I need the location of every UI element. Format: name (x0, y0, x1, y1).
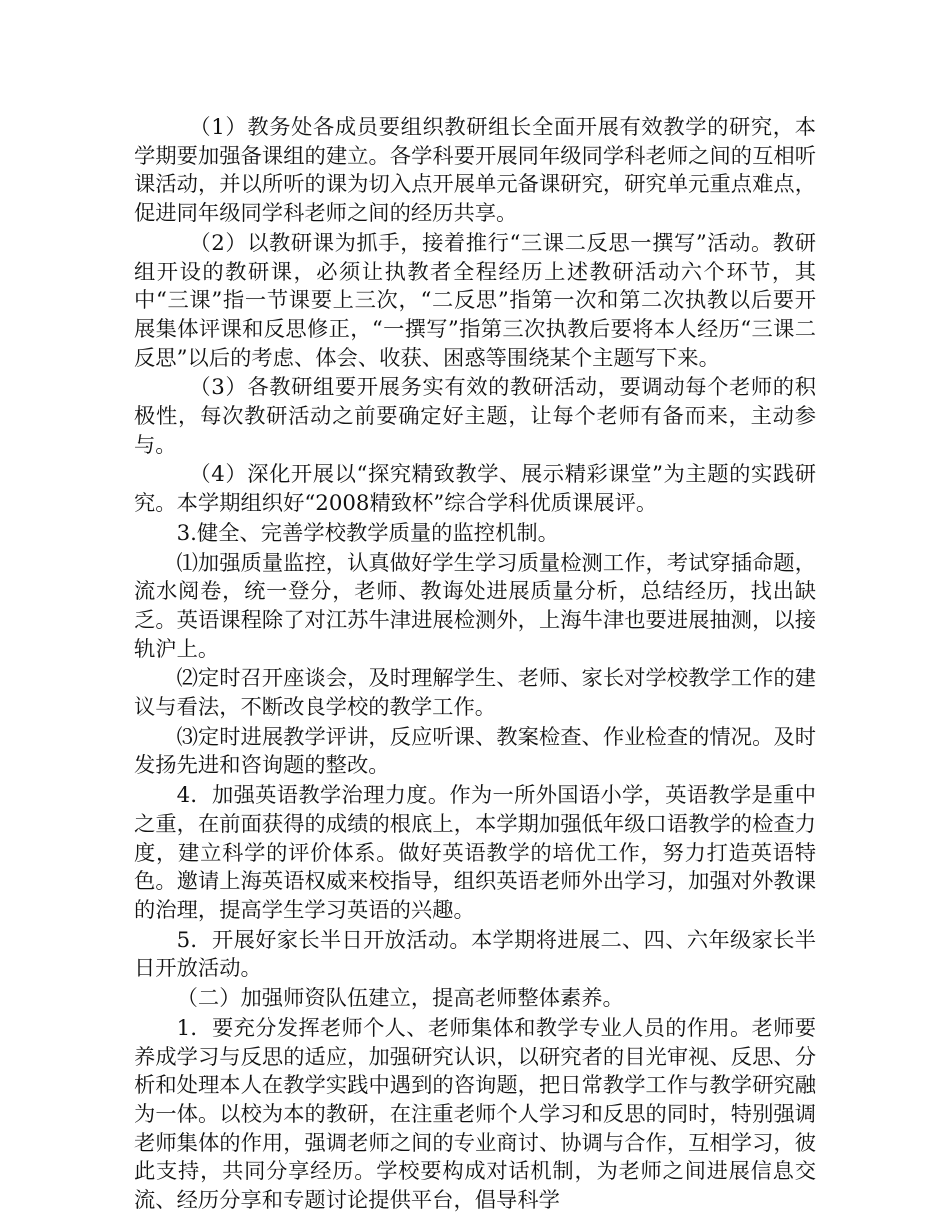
paragraph-quality-monitoring-2: ⑵定时召开座谈会，及时理解学生、老师、家长对学校教学工作的建议与看法，不断改良学校的教学工作。 (134, 666, 816, 721)
paragraph-teaching-research-2: （2）以教研课为抓手，接着推行“三课二反思一撰写”活动。教研组开设的教研课，必须让执教者全程经历上述教研活动六个环节，其中“三课”指一节课要上三次，“二反思”指第一次和第二次执教以后要开展集体评课和反思修正，“一撰写”指第三次执教后要将本人经历“三课二反思”以后的考虑、体会、收获、困惑等围绕某个主题写下来。 (134, 230, 816, 371)
paragraph-english-teaching: 4．加强英语教学治理力度。作为一所外国语小学，英语教学是重中之重，在前面获得的成绩的根底上，本学期加强低年级口语教学的检查力度，建立科学的评价体系。做好英语教学的培优工作，努力打造英语特色。邀请上海英语权威来校指导，组织英语老师外出学习，加强对外教课的治理，提高学生学习英语的兴趣。 (134, 783, 816, 923)
document-page (134, 114, 816, 1216)
paragraph-teaching-research-1: （1）教务处各成员要组织教研组长全面开展有效教学的研究，本学期要加强备课组的建立。各学科要开展同年级同学科老师之间的互相听课活动，并以所听的课为切入点开展单元备课研究，研究单元重点难点，促进同年级同学科老师之间的经历共享。 (134, 115, 816, 227)
paragraph-teacher-development-1: 1．要充分发挥老师个人、老师集体和教学专业人员的作用。老师要养成学习与反思的适应，加强研究认识，以研究者的目光审视、反思、分析和处理本人在教学实践中遇到的咨询题，把日常教学工作与教学研究融为一体。以校为本的教研，在注重老师个人学习和反思的同时，特别强调老师集体的作用，强调老师之间的专业商讨、协调与合作，互相学习，彼此支持，共同分享经历。学校要构成对话机制，为老师之间进展信息交流、经历分享和专题讨论提供平台，倡导科学 (134, 1015, 816, 1214)
paragraph-teaching-research-3: （3）各教研组要开展务实有效的教研活动，要调动每个老师的积极性，每次教研活动之前要确定好主题，让每个老师有备而来，主动参与。 (134, 375, 816, 458)
heading-quality-monitoring: 3.健全、完善学校教学质量的监控机制。 (176, 520, 559, 546)
paragraph-quality-monitoring-1: ⑴加强质量监控，认真做好学生学习质量检测工作，考试穿插命题，流水阅卷，统一登分，老师、教诲处进展质量分析，总结经历，找出缺乏。英语课程除了对江苏牛津进展检测外，上海牛津也要进展抽测，以接轨沪上。 (134, 550, 816, 662)
paragraph-quality-monitoring-3: ⑶定时进展教学评讲，反应听课、教案检查、作业检查的情况。及时发扬先进和咨询题的整改。 (134, 724, 816, 779)
paragraph-teaching-research-4: （4）深化开展以“探究精致教学、展示精彩课堂”为主题的实践研究。本学期组织好“2008精致杯”综合学科优质课展评。 (134, 462, 816, 517)
heading-teacher-development: （二）加强师资队伍建立，提高老师整体素养。 (176, 986, 624, 1012)
paragraph-parent-open-day: 5．开展好家长半日开放活动。本学期将进展二、四、六年级家长半日开放活动。 (134, 927, 816, 982)
